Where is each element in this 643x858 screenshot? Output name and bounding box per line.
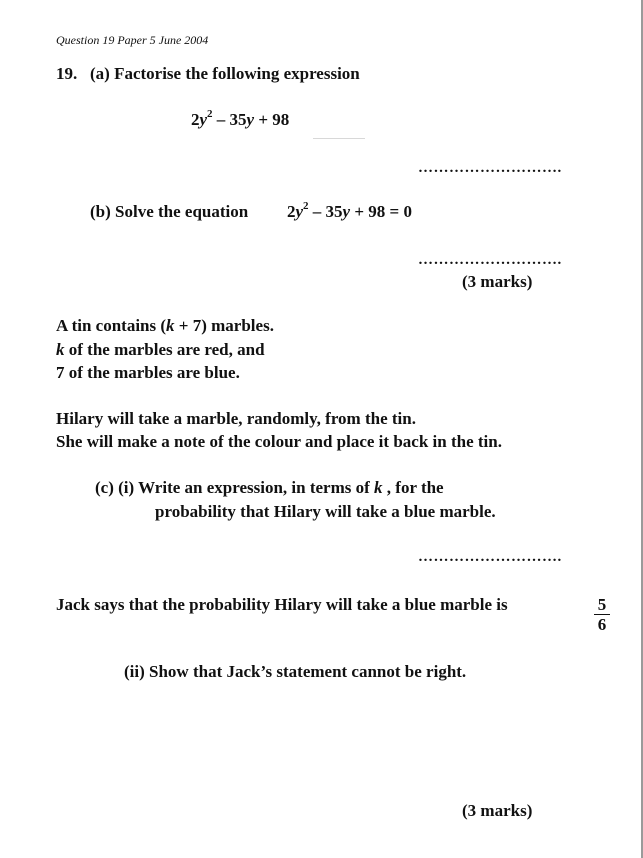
context-line-2-var: k	[56, 340, 65, 359]
expr-var: y	[199, 110, 208, 129]
fraction-denominator: 6	[597, 615, 607, 634]
part-a-expression	[191, 110, 289, 130]
page-header: Question 19 Paper 5 June 2004	[56, 33, 209, 47]
expr-middle: – 35	[212, 110, 247, 129]
jack-statement: Jack says that the probability Hilary will take a blue marble is	[56, 595, 508, 614]
part-ab-marks: (3 marks)	[462, 272, 533, 291]
part-b-answer-line: ……………………….	[418, 252, 562, 268]
context-line-2-post: of the marbles are red, and	[64, 340, 265, 359]
question-number: 19.	[56, 64, 78, 83]
part-c-i-answer-line: ……………………….	[418, 549, 562, 565]
expr-power: 2	[207, 108, 213, 120]
eq-coef: 2	[287, 202, 296, 221]
part-c-i-line-1-var: k	[374, 478, 383, 497]
eq-var: y	[295, 202, 304, 221]
part-c-ii-label: (ii) Show that Jack’s statement cannot be right.	[124, 662, 467, 681]
part-c-i-line-1-pre: (c) (i) Write an expression, in terms of	[95, 478, 375, 497]
part-c-i-line-1	[95, 478, 444, 498]
faint-scan-line	[313, 138, 365, 139]
eq-middle: – 35	[308, 202, 343, 221]
context-line-3: 7 of the marbles are blue.	[56, 363, 240, 382]
part-a-answer-line: ……………………….	[418, 160, 562, 176]
eq-tail: + 98 = 0	[350, 202, 412, 221]
part-c-marks: (3 marks)	[462, 801, 533, 820]
context-line-4: Hilary will take a marble, randomly, from the tin.	[56, 409, 416, 428]
expr-var2: y	[246, 110, 255, 129]
part-b-equation	[287, 202, 412, 222]
context-line-1-post: + 7) marbles.	[174, 316, 274, 335]
part-b-label: (b) Solve the equation	[90, 202, 249, 221]
expr-tail: + 98	[254, 110, 290, 129]
expr-coef: 2	[191, 110, 200, 129]
part-c-i-line-2: probability that Hilary will take a blue marble.	[155, 502, 496, 521]
fraction-numerator: 5	[594, 596, 610, 615]
context-line-5: She will make a note of the colour and place it back in the tin.	[56, 432, 502, 451]
context-line-1-var: k	[166, 316, 175, 335]
context-line-2	[56, 340, 265, 360]
eq-power: 2	[303, 200, 309, 212]
eq-var2: y	[342, 202, 351, 221]
context-line-1-pre: A tin contains (	[56, 316, 167, 335]
part-c-i-line-1-post: , for the	[382, 478, 444, 497]
jack-fraction	[594, 596, 610, 635]
context-line-1	[56, 316, 274, 336]
part-a-label: (a) Factorise the following expression	[90, 64, 360, 83]
